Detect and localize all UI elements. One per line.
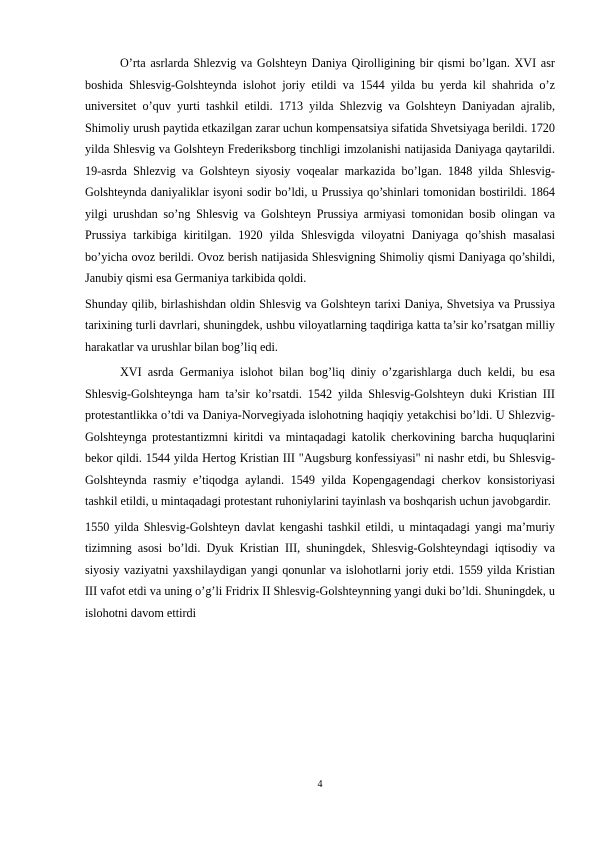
- document-body: [85, 53, 555, 628]
- page-number: 4: [317, 779, 323, 790]
- paragraph-summary: Shunday qilib, birlashishdan oldin Shlesvig va Golshteyn tarixi Daniya, Shvetsiya va Prussiya tarixining turli davrlari, shuningdek, ushbu viloyatlarning taqdiriga katta ta’sir ko’rsatgan milliy harakatlar va urushlar bilan bog’liq edi.: [85, 296, 555, 354]
- paragraph-history-overview: O’rta asrlarda Shlezvig va Golshteyn Daniya Qirolligining bir qismi bo’lgan. XVI asr boshida Shlesvig-Golshteynda islohot joriy etildi va 1544 yilda bu yerda kil shahrida o’z universitet o’quv yurti tashkil etildi. 1713 yilda Shlezvig va Golshteyn Daniyadan ajralib, Shimoliy urush paytida etkazilgan zarar uchun kompensatsiya sifatida Shvetsiyaga berildi. 1720 yilda Shlesvig va Golshteyn Frederiksborg tinchligi imzolanishi natijasida Daniyaga qaytarildi. 19-asrda Shlezvig va Golshteyn siyosiy voqealar markazida bo’lgan. 1848 yilda Shlesvig-Golshteynda daniyaliklar isyoni sodir bo’ldi, u Prussiya qo’shinlari tomonidan bostirildi. 1864 yilgi urushdan so’ng Shlesvig va Golshteyn Prussiya armiyasi tomonidan bosib olingan va Prussiya tarkibiga kiritilgan. 1920 yilda Shlesvigda viloyatni Daniyaga qo’shish masalasi bo’yicha ovoz berildi. Ovoz berish natijasida Shlesvigning Shimoliy qismi Daniyaga qo’shildi, Janubiy qismi esa Germaniya tarkibida qoldi.: [85, 56, 555, 285]
- paragraph-reformation: XVI asrda Germaniya islohot bilan bog’liq diniy o’zgarishlarga duch keldi, bu esa Shlesvig-Golshteynga ham ta’sir ko’rsatdi. 1542 yilda Shlesvig-Golshteyn duki Kristian III protestantlikka o’tdi va Daniya-Norvegiyada islohotning haqiqiy yetakchisi bo’ldi. U Shlezvig-Golshteynga protestantizmni kiritdi va mintaqadagi katolik cherkovining barcha huquqlarini bekor qildi. 1544 yilda Hertog Kristian III "Augsburg konfessiyasi" ni nashr etdi, bu Shlesvig-Golshteynda rasmiy e’tiqodga aylandi. 1549 yilda Kopengagendagi cherkov konsistoriyasi tashkil etildi, u mintaqadagi protestant ruhoniylarini tayinlash va boshqarish uchun javobgardir.: [85, 365, 555, 508]
- paragraph-state-council: 1550 yilda Shlesvig-Golshteyn davlat kengashi tashkil etildi, u mintaqadagi yangi ma’muriy tizimning asosi bo’ldi. Dyuk Kristian III, shuningdek, Shlesvig-Golshteyndagi iqtisodiy va siyosiy vaziyatni yaxshilaydigan yangi qonunlar va islohotlarni joriy etdi. 1559 yilda Kristian III vafot etdi va uning o’g’li Fridrix II Shlesvig-Golshteynning yangi duki bo’ldi. Shuningdek, u islohotni davom ettirdi: [85, 519, 555, 620]
